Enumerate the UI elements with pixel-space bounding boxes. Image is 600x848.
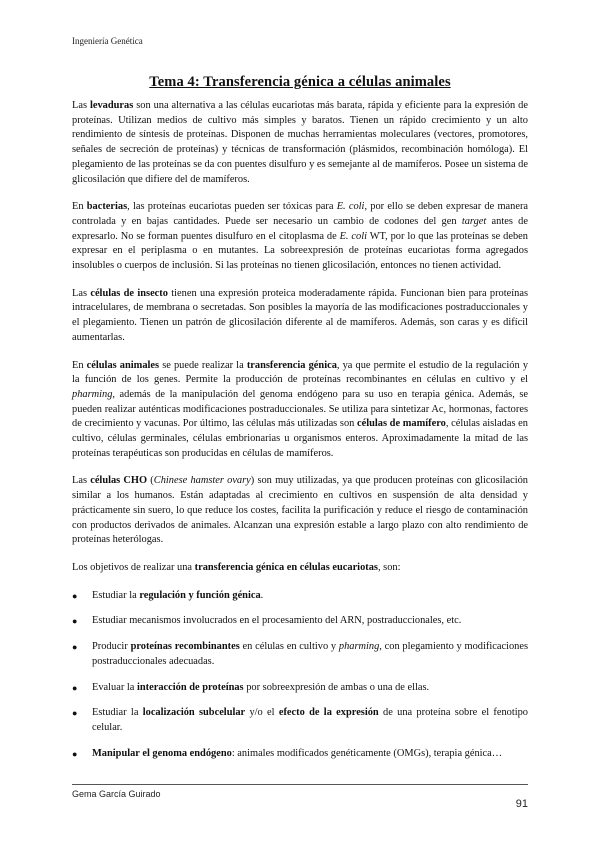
text-run: WT, por lo que las proteínas se deben expresar en el periplasma o en mutantes. La sobreexpresión de proteínas eucariotas forma agregados insolubles o cuerpos de inclusión. Si las proteínas no tienen glicosilación, entonces no tienen actividad. [72, 230, 528, 272]
text-run: Evaluar la [92, 681, 138, 693]
text-run: son una alternativa a las células eucariotas más barata, rápida y eficiente para la expresión de proteínas. Utilizan medios de cultivo más simples y baratos. Tienen un rápido crecimiento y un alto rendimiento de síntesis de proteínas. Disponen de muchas herramientas moleculares (vectores, promotores, señales de secreción de proteínas) y técnicas de transformación (plásmidos, recombinación homóloga). El plegamiento de las proteínas se da con puentes disulfuro y es semejante al de mamíferos. Posee un sistema de glicosilación que difiere del de mamíferos. [72, 100, 528, 185]
text-run: de una proteína sobre el fenotipo celular. [92, 707, 529, 733]
text-run: Estudiar la [92, 707, 143, 719]
text-run: Estudiar la [92, 589, 140, 601]
bold-term: células animales [86, 359, 160, 371]
bold-term: células CHO [90, 475, 148, 487]
bold-term: células de mamífero [357, 418, 446, 430]
bullet-icon: ● [72, 642, 78, 653]
text-run: ) son muy utilizadas, ya que producen proteínas con glicosilación similar a los humanos. Están adaptadas al crecimiento en cultivos en suspensión de alta densidad y prácticamente sin suero, lo que reduce los costes, facilita la purificación y reduce el riesgo de contaminación con productos derivados de animales. Alcanzan una expresión estable a largo plazo con alto rendimiento de proteínas heterólogas. [72, 475, 529, 546]
paragraph [72, 474, 528, 548]
bold-term: interacción de proteínas [137, 681, 244, 693]
bold-term: células de insecto [90, 287, 168, 299]
text-run: Las [72, 100, 90, 111]
objective-item [72, 706, 528, 735]
bullet-icon: ● [72, 748, 78, 759]
text-run: tienen una expresión proteica moderadamente rápida. Funcionan bien para proteínas intracelulares, de membrana o secretadas. Son posibles la mayoría de las modificaciones postraduccionales y el plegamiento. Tienen un patrón de glicosilación diferente al de mamíferos. Además, son caras y es difícil aumentarlas. [72, 287, 528, 343]
paragraph [72, 99, 528, 187]
paragraph [72, 359, 528, 462]
text-run: por sobreexpresión de ambas o una de ellas. [243, 681, 430, 693]
italic-term: E. coli [336, 201, 365, 213]
bold-term: levaduras [89, 100, 134, 111]
bullet-icon: ● [72, 682, 78, 693]
italic-term: E. coli [339, 230, 367, 242]
bold-term: localización subcelular [142, 707, 246, 719]
objectives-list [72, 589, 528, 762]
page-number: 91 [515, 798, 528, 810]
footer-divider [72, 784, 528, 785]
bullet-icon: ● [72, 616, 78, 627]
text-run: Las [72, 475, 91, 487]
italic-term: target [461, 215, 487, 227]
bold-term: proteínas recombinantes [130, 641, 240, 653]
text-run: Estudiar mecanismos involucrados en el procesamiento del ARN, postraduccionales, etc. [92, 615, 462, 627]
text-run: En [72, 201, 87, 213]
objective-item [72, 681, 528, 696]
italic-term: pharming [338, 641, 380, 653]
objective-item [72, 614, 528, 629]
text-run: en células en cultivo y [239, 641, 339, 653]
text-run: antes de expresarlo. No se forman puentes disulfuro en el citoplasma de [72, 215, 528, 242]
text-run: , son: [377, 561, 401, 573]
bold-term: transferencia génica [246, 359, 337, 371]
bold-term: efecto de la expresión [278, 707, 379, 719]
text-run: , ya que permite el estudio de la regulación y la función de los genes. Permite la producción de proteínas recombinantes en células en cultivo y el [72, 359, 529, 386]
text-run: , células aisladas en cultivo, células germinales, células embrionarias u organismos enteros. Aproximadamente la mitad de las proteínas terapéuticas son producidas en células de mamíferos. [72, 418, 528, 459]
objective-item [72, 589, 528, 604]
objective-item [72, 640, 528, 669]
bold-term: regulación y función génica [139, 589, 261, 601]
running-header: Ingeniería Genética [72, 36, 143, 46]
text-run: Los objetivos de realizar una [72, 561, 195, 573]
text-run: ( [147, 475, 154, 487]
page-title: Tema 4: Transferencia génica a células animales [149, 74, 451, 90]
text-run: . [260, 589, 264, 601]
text-run: Producir [92, 641, 131, 653]
text-run: Las [72, 287, 91, 299]
document-body [72, 74, 528, 772]
paragraphs [72, 99, 528, 576]
paragraph [72, 200, 528, 274]
bold-term: Manipular el genoma endógeno [92, 747, 232, 759]
text-run: , las proteínas eucariotas pueden ser tóxicas para [127, 201, 337, 213]
bold-term: bacterias [86, 201, 128, 213]
text-run: , además de la manipulación del genoma endógeno para su uso en terapia génica. Además, se pueden realizar auténticas modificaciones postraduccionales. Se utiliza para sintetizar Ac, hormonas, factores de crecimiento y vacunas. Por último, las células más utilizadas son [72, 388, 528, 430]
paragraph [72, 287, 528, 346]
bold-term: transferencia génica en células eucariotas [194, 561, 378, 573]
paragraph [72, 561, 528, 576]
text-run: y/o el [245, 707, 279, 719]
objective-item [72, 747, 528, 762]
italic-term: Chinese hamster ovary [153, 475, 251, 487]
bullet-icon: ● [72, 590, 78, 601]
text-run: , con plegamiento y modificaciones postraduccionales adecuadas. [92, 641, 528, 667]
text-run: se puede realizar la [159, 359, 247, 371]
bullet-icon: ● [72, 708, 78, 719]
footer-author: Gema García Guirado [72, 789, 161, 799]
italic-term: pharming [72, 388, 113, 400]
text-run: : animales modificados genéticamente (OMGs), terapia génica… [231, 747, 503, 759]
text-run: En [72, 359, 87, 371]
text-run: , por ello se deben expresar de manera controlada y en bajas cantidades. Puede ser necesario un cambio de codones del gen [72, 201, 529, 227]
